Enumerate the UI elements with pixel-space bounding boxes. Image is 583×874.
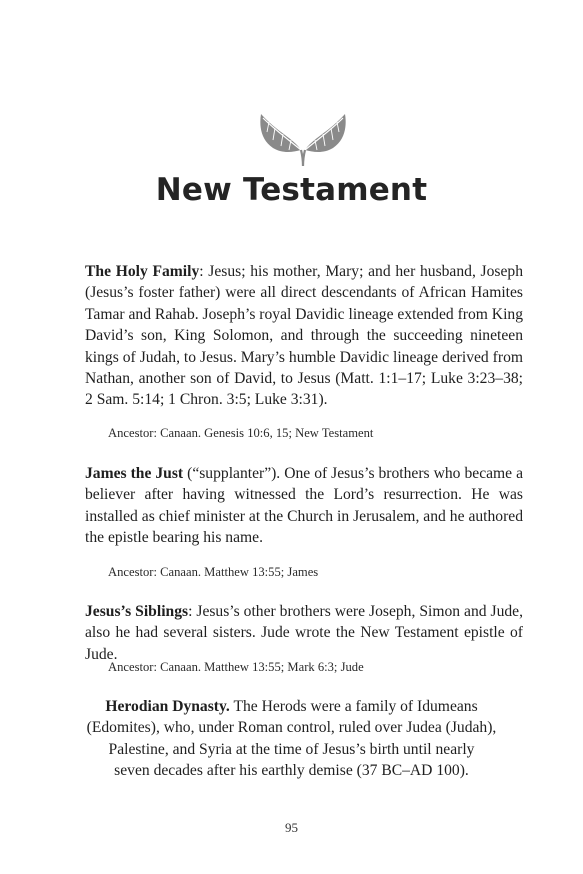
herodian-line-1: Herodian Dynasty. The Herods were a family of Idumeans <box>105 698 478 715</box>
entry-heading: James the Just <box>85 465 184 482</box>
entry-body: Jesus’s other brothers were Joseph, Simon and Jude, also he had several sisters. Jude wrote the New Testament epistle of Jude. <box>85 603 523 663</box>
entry-body: Jesus; his mother, Mary; and her husband, Joseph (Jesus’s foster father) were all direct descendants of African Hamites Tamar and Rahab. Joseph’s royal Davidic lineage extended from King David’s son, King Solomon, and through the succeeding nineteen kings of Judah, to Jesus. Mary’s humble Davidic lineage derived from Nathan, another son of David, to Jesus (Matt. 1:1–17; Luke 3:23–38; 2 Sam. 5:14; 1 Chron. 3:5; Luke 3:31). <box>85 263 524 409</box>
entry-heading: Jesus’s Siblings <box>85 603 189 620</box>
entry-ancestor: Ancestor: Canaan. Matthew 13:55; Mark 6:3; Jude <box>108 660 364 674</box>
entry-jesus-siblings <box>85 601 523 665</box>
entry-james-the-just <box>85 463 523 549</box>
entry-heading: The Holy Family <box>85 263 200 280</box>
entry-holy-family <box>85 261 523 411</box>
herodian-line-4: seven decades after his earthly demise (37 BC–AD 100). <box>114 762 469 780</box>
entry-separator: : <box>199 263 209 280</box>
entry-ancestor: Ancestor: Canaan. Matthew 13:55; James <box>108 565 319 579</box>
entry-separator: : <box>188 603 197 620</box>
page-number: 95 <box>285 820 298 835</box>
entry-heading: Herodian Dynasty. <box>105 698 230 715</box>
herodian-line-2: (Edomites), who, under Roman control, ruled over Judea (Judah), <box>86 719 497 737</box>
entry-herodian-dynasty <box>60 696 523 782</box>
page-title: New Testament <box>155 172 428 208</box>
herodian-line-3: Palestine, and Syria at the time of Jesus’s birth until nearly <box>108 740 475 758</box>
leaf-pair-icon <box>255 110 351 168</box>
entry-body: (“supplanter”). One of Jesus’s brothers who became a believer after having witnessed the Lord’s resurrection. He was installed as chief minister at the Church in Jerusalem, and he authored the epistle bearing his name. <box>85 465 524 547</box>
entry-ancestor: Ancestor: Canaan. Genesis 10:6, 15; New Testament <box>108 426 374 440</box>
